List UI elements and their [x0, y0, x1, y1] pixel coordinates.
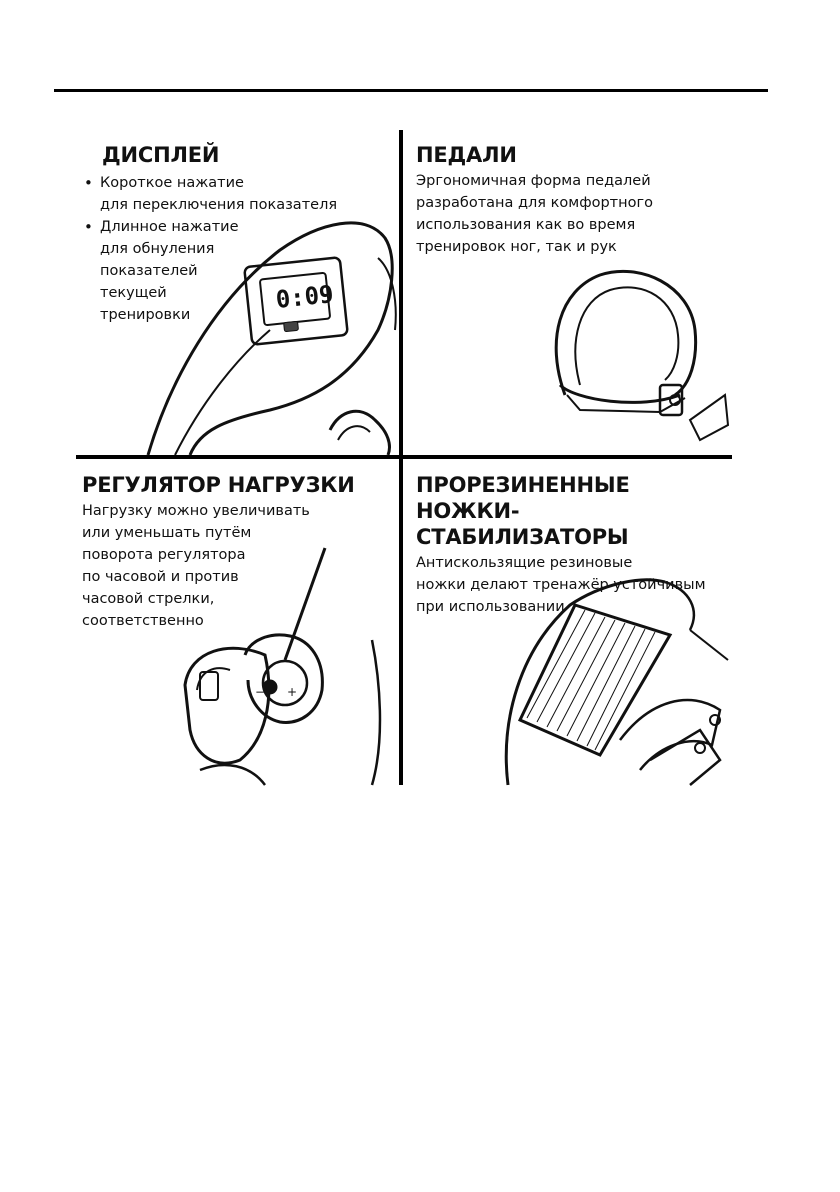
panel-feet [416, 472, 726, 618]
regulator-plus-sign: + [287, 685, 298, 699]
display-title: ДИСПЛЕЙ [102, 143, 220, 167]
pedals-description: Эргономичная форма педалей разработана для комфортного использования как во время тренировок ног, так и рук [416, 173, 653, 255]
feet-description: Антискользящие резиновые ножки делают тренажёр устойчивым при использовании [416, 555, 706, 615]
horizontal-divider [76, 455, 732, 459]
panel-regulator [82, 472, 392, 632]
display-bullets [82, 172, 382, 326]
panel-display [82, 142, 382, 326]
regulator-minus-sign: − [255, 685, 266, 699]
feet-title: ПРОРЕЗИНЕННЫЕ НОЖКИ-СТАБИЛИЗАТОРЫ [416, 473, 630, 549]
display-bullet-2: • Длинное нажатие для обнуления показателей текущей тренировки [82, 216, 382, 326]
panel-pedals [416, 142, 716, 258]
pedal-illustration [556, 271, 728, 440]
regulator-description: Нагрузку можно увеличивать или уменьшать путём поворота регулятора по часовой и против часовой стрелки, соответственно [82, 503, 310, 629]
pedals-title: ПЕДАЛИ [416, 143, 517, 167]
display-bullet-1: • Короткое нажатие для переключения показателя [82, 172, 382, 216]
display-screen-digits: 0:09 [274, 280, 335, 314]
regulator-title: РЕГУЛЯТОР НАГРУЗКИ [82, 473, 355, 497]
